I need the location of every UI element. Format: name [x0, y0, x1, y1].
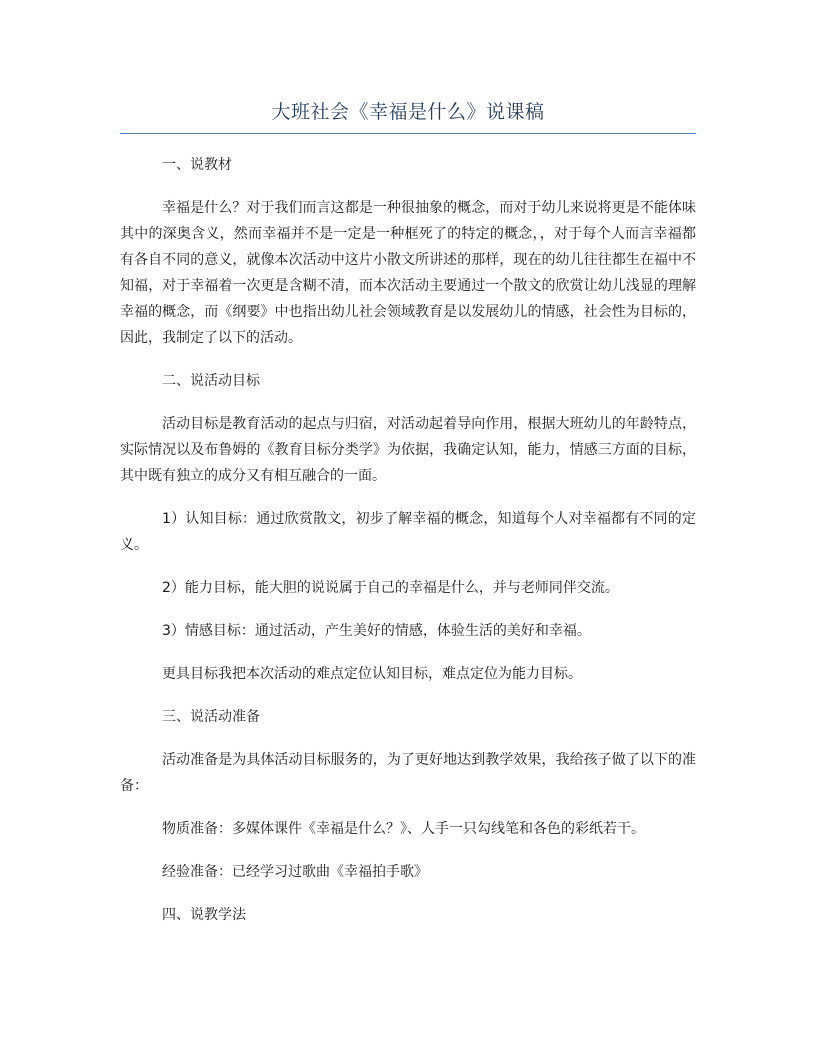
paragraph-experience-preparation: 经验准备：已经学习过歌曲《幸福拍手歌》	[162, 864, 428, 880]
goal-ability: 2）能力目标，能大胆的说说属于自己的幸福是什么，并与老师同伴交流。	[162, 580, 619, 596]
section-heading-textbook: 一、说教材	[162, 157, 232, 173]
paragraph-textbook: 幸福是什么？对于我们而言这都是一种很抽象的概念，而对于幼儿来说将更是不能体味其中的深奥含义，然而幸福并不是一定是一种框死了的特定的概念，，对于每个人而言幸福都有各自不同的意义，就像本次活动中这片小散文所讲述的那样，现在的幼儿往往都生在福中不知福，对于幸福着一次更是含糊不清，而本次活动主要通过一个散文的欣赏让幼儿浅显的理解幸福的概念，而《纲要》中也指出幼儿社会领域教育是以发展幼儿的情感，社会性为目标的，因此，我制定了以下的活动。	[120, 200, 696, 346]
paragraph-key-points: 更具目标我把本次活动的难点定位认知目标，难点定位为能力目标。	[162, 666, 582, 682]
goal-cognitive: 1）认知目标：通过欣赏散文，初步了解幸福的概念，知道每个人对幸福都有不同的定义。	[120, 511, 696, 553]
document-body	[120, 152, 696, 945]
paragraph-material-preparation: 物质准备：多媒体课件《幸福是什么？》、人手一只勾线笔和各色的彩纸若干。	[162, 821, 645, 837]
section-heading-teaching-method: 四、说教学法	[162, 907, 246, 923]
goal-emotion: 3）情感目标：通过活动，产生美好的情感，体验生活的美好和幸福。	[162, 623, 591, 639]
section-heading-preparation: 三、说活动准备	[162, 709, 260, 725]
document-title: 大班社会《幸福是什么》说课稿	[271, 101, 545, 123]
title-underline	[120, 133, 696, 134]
paragraph-goals-intro: 活动目标是教育活动的起点与归宿，对活动起着导向作用，根据大班幼儿的年龄特点，实际情况以及布鲁姆的《教育目标分类学》为依据，我确定认知，能力，情感三方面的目标，其中既有独立的成分又有相互融合的一面。	[120, 416, 696, 484]
section-heading-goals: 二、说活动目标	[162, 373, 260, 389]
paragraph-preparation-intro: 活动准备是为具体活动目标服务的，为了更好地达到教学效果，我给孩子做了以下的准备：	[120, 752, 696, 794]
